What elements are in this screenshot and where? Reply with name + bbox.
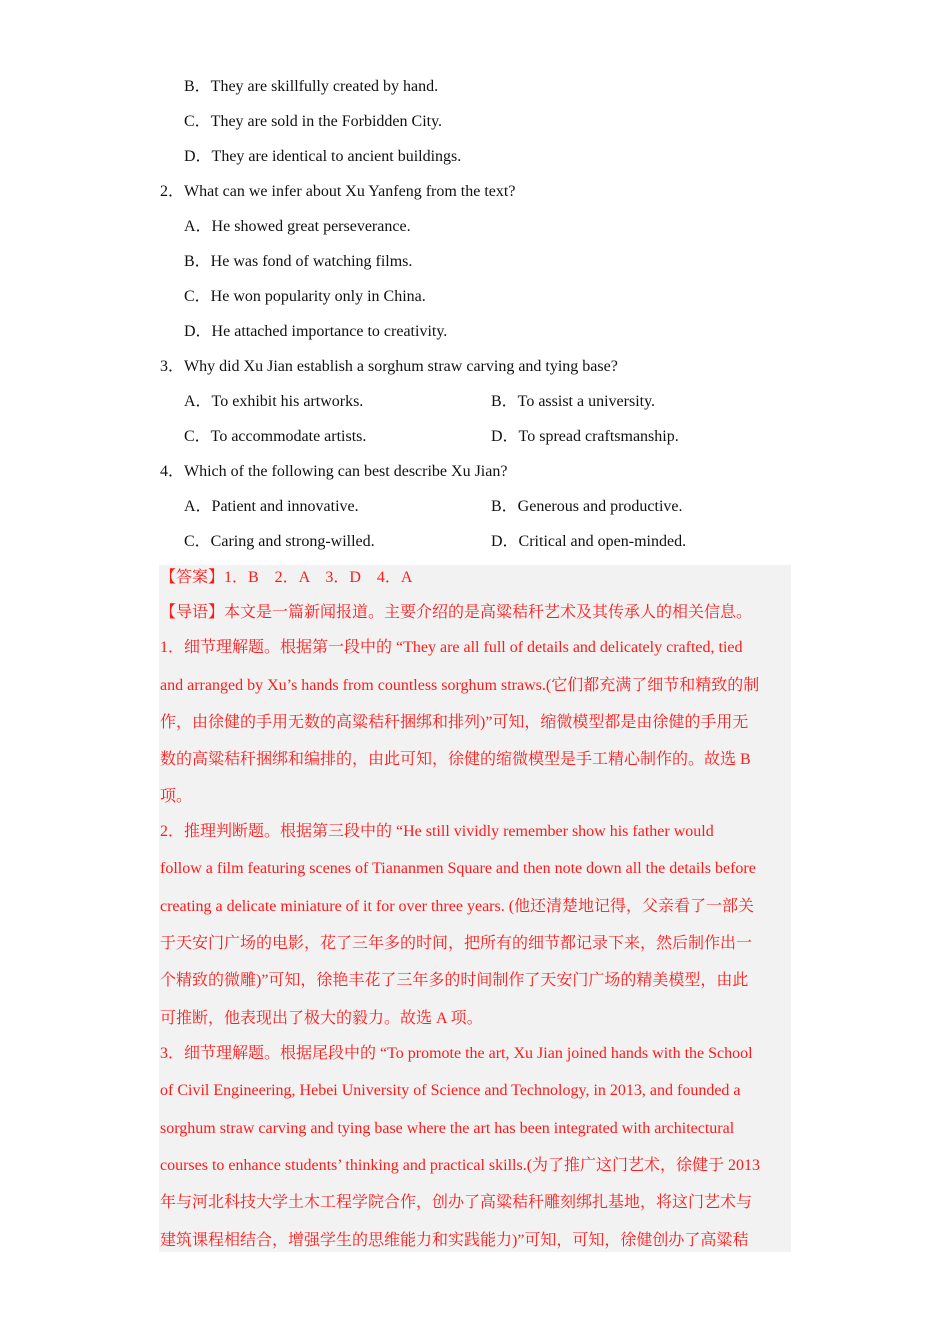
explanation-line: 【答案】1．B 2．A 3．D 4．A: [160, 569, 413, 586]
explanation-line: creating a delicate miniature of it for over three years. (他还清楚地记得，父亲看了一部关: [160, 898, 755, 915]
option: B．To assist a university.: [491, 393, 656, 410]
option: C．He won popularity only in China.: [184, 288, 426, 305]
option: C．Caring and strong-willed.: [184, 533, 375, 550]
explanation-line: 1．细节理解题。根据第一段中的 “They are all full of details and delicately crafted, tied: [160, 639, 743, 656]
option: A．To exhibit his artworks.: [184, 393, 364, 410]
explanation-line: 年与河北科技大学土木工程学院合作，创办了高粱秸秆雕刻绑扎基地，将这门艺术与: [160, 1194, 753, 1211]
explanation-line: sorghum straw carving and tying base where the art has been integrated with architectural: [160, 1120, 735, 1137]
explanation-line: courses to enhance students’ thinking and practical skills.(为了推广这门艺术，徐健于 2013: [160, 1157, 761, 1174]
option: C．They are sold in the Forbidden City.: [184, 113, 443, 130]
option: D．To spread craftsmanship.: [491, 428, 679, 445]
explanation-line: 建筑课程相结合，增强学生的思维能力和实践能力)”可知，可知，徐健创办了高粱秸: [160, 1232, 749, 1249]
question-stem: 2．What can we infer about Xu Yanfeng from the text?: [160, 183, 516, 200]
question-stem: 3．Why did Xu Jian establish a sorghum straw carving and tying base?: [160, 358, 618, 375]
explanation-line: 3．细节理解题。根据尾段中的 “To promote the art, Xu Jian joined hands with the School: [160, 1045, 753, 1062]
explanation-line: 个精致的微雕)”可知，徐艳丰花了三年多的时间制作了天安门广场的精美模型，由此: [160, 972, 749, 989]
option: A．He showed great perseverance.: [184, 218, 411, 235]
option: C．To accommodate artists.: [184, 428, 367, 445]
explanation-line: of Civil Engineering, Hebei University of Science and Technology, in 2013, and founded a: [160, 1082, 741, 1099]
option: B．They are skillfully created by hand.: [184, 78, 439, 95]
explanation-line: 作，由徐健的手用无数的高粱秸秆捆绑和排列)”可知，缩微模型都是由徐健的手用无: [160, 714, 749, 731]
explanation-line: and arranged by Xu’s hands from countless sorghum straws.(它们都充满了细节和精致的制: [160, 677, 760, 694]
explanation-line: 2．推理判断题。根据第三段中的 “He still vividly remember show his father would: [160, 823, 714, 840]
explanation-line: 数的高粱秸秆捆绑和编排的，由此可知，徐健的缩微模型是手工精心制作的。故选 B: [160, 751, 751, 768]
explanation-line: follow a film featuring scenes of Tiananmen Square and then note down all the details before: [160, 860, 756, 877]
option: B．He was fond of watching films.: [184, 253, 413, 270]
explanation-line: 【导语】本文是一篇新闻报道。主要介绍的是高粱秸秆艺术及其传承人的相关信息。: [160, 604, 753, 621]
explanation-line: 可推断，他表现出了极大的毅力。故选 A 项。: [160, 1010, 483, 1027]
explanation-line: 项。: [160, 788, 193, 805]
option: D．Critical and open-minded.: [491, 533, 687, 550]
option: D．He attached importance to creativity.: [184, 323, 448, 340]
option: D．They are identical to ancient buildings.: [184, 148, 462, 165]
explanation-line: 于天安门广场的电影，花了三年多的时间，把所有的细节都记录下来，然后制作出一: [160, 935, 753, 952]
option: A．Patient and innovative.: [184, 498, 359, 515]
option: B．Generous and productive.: [491, 498, 683, 515]
question-stem: 4．Which of the following can best describe Xu Jian?: [160, 463, 508, 480]
